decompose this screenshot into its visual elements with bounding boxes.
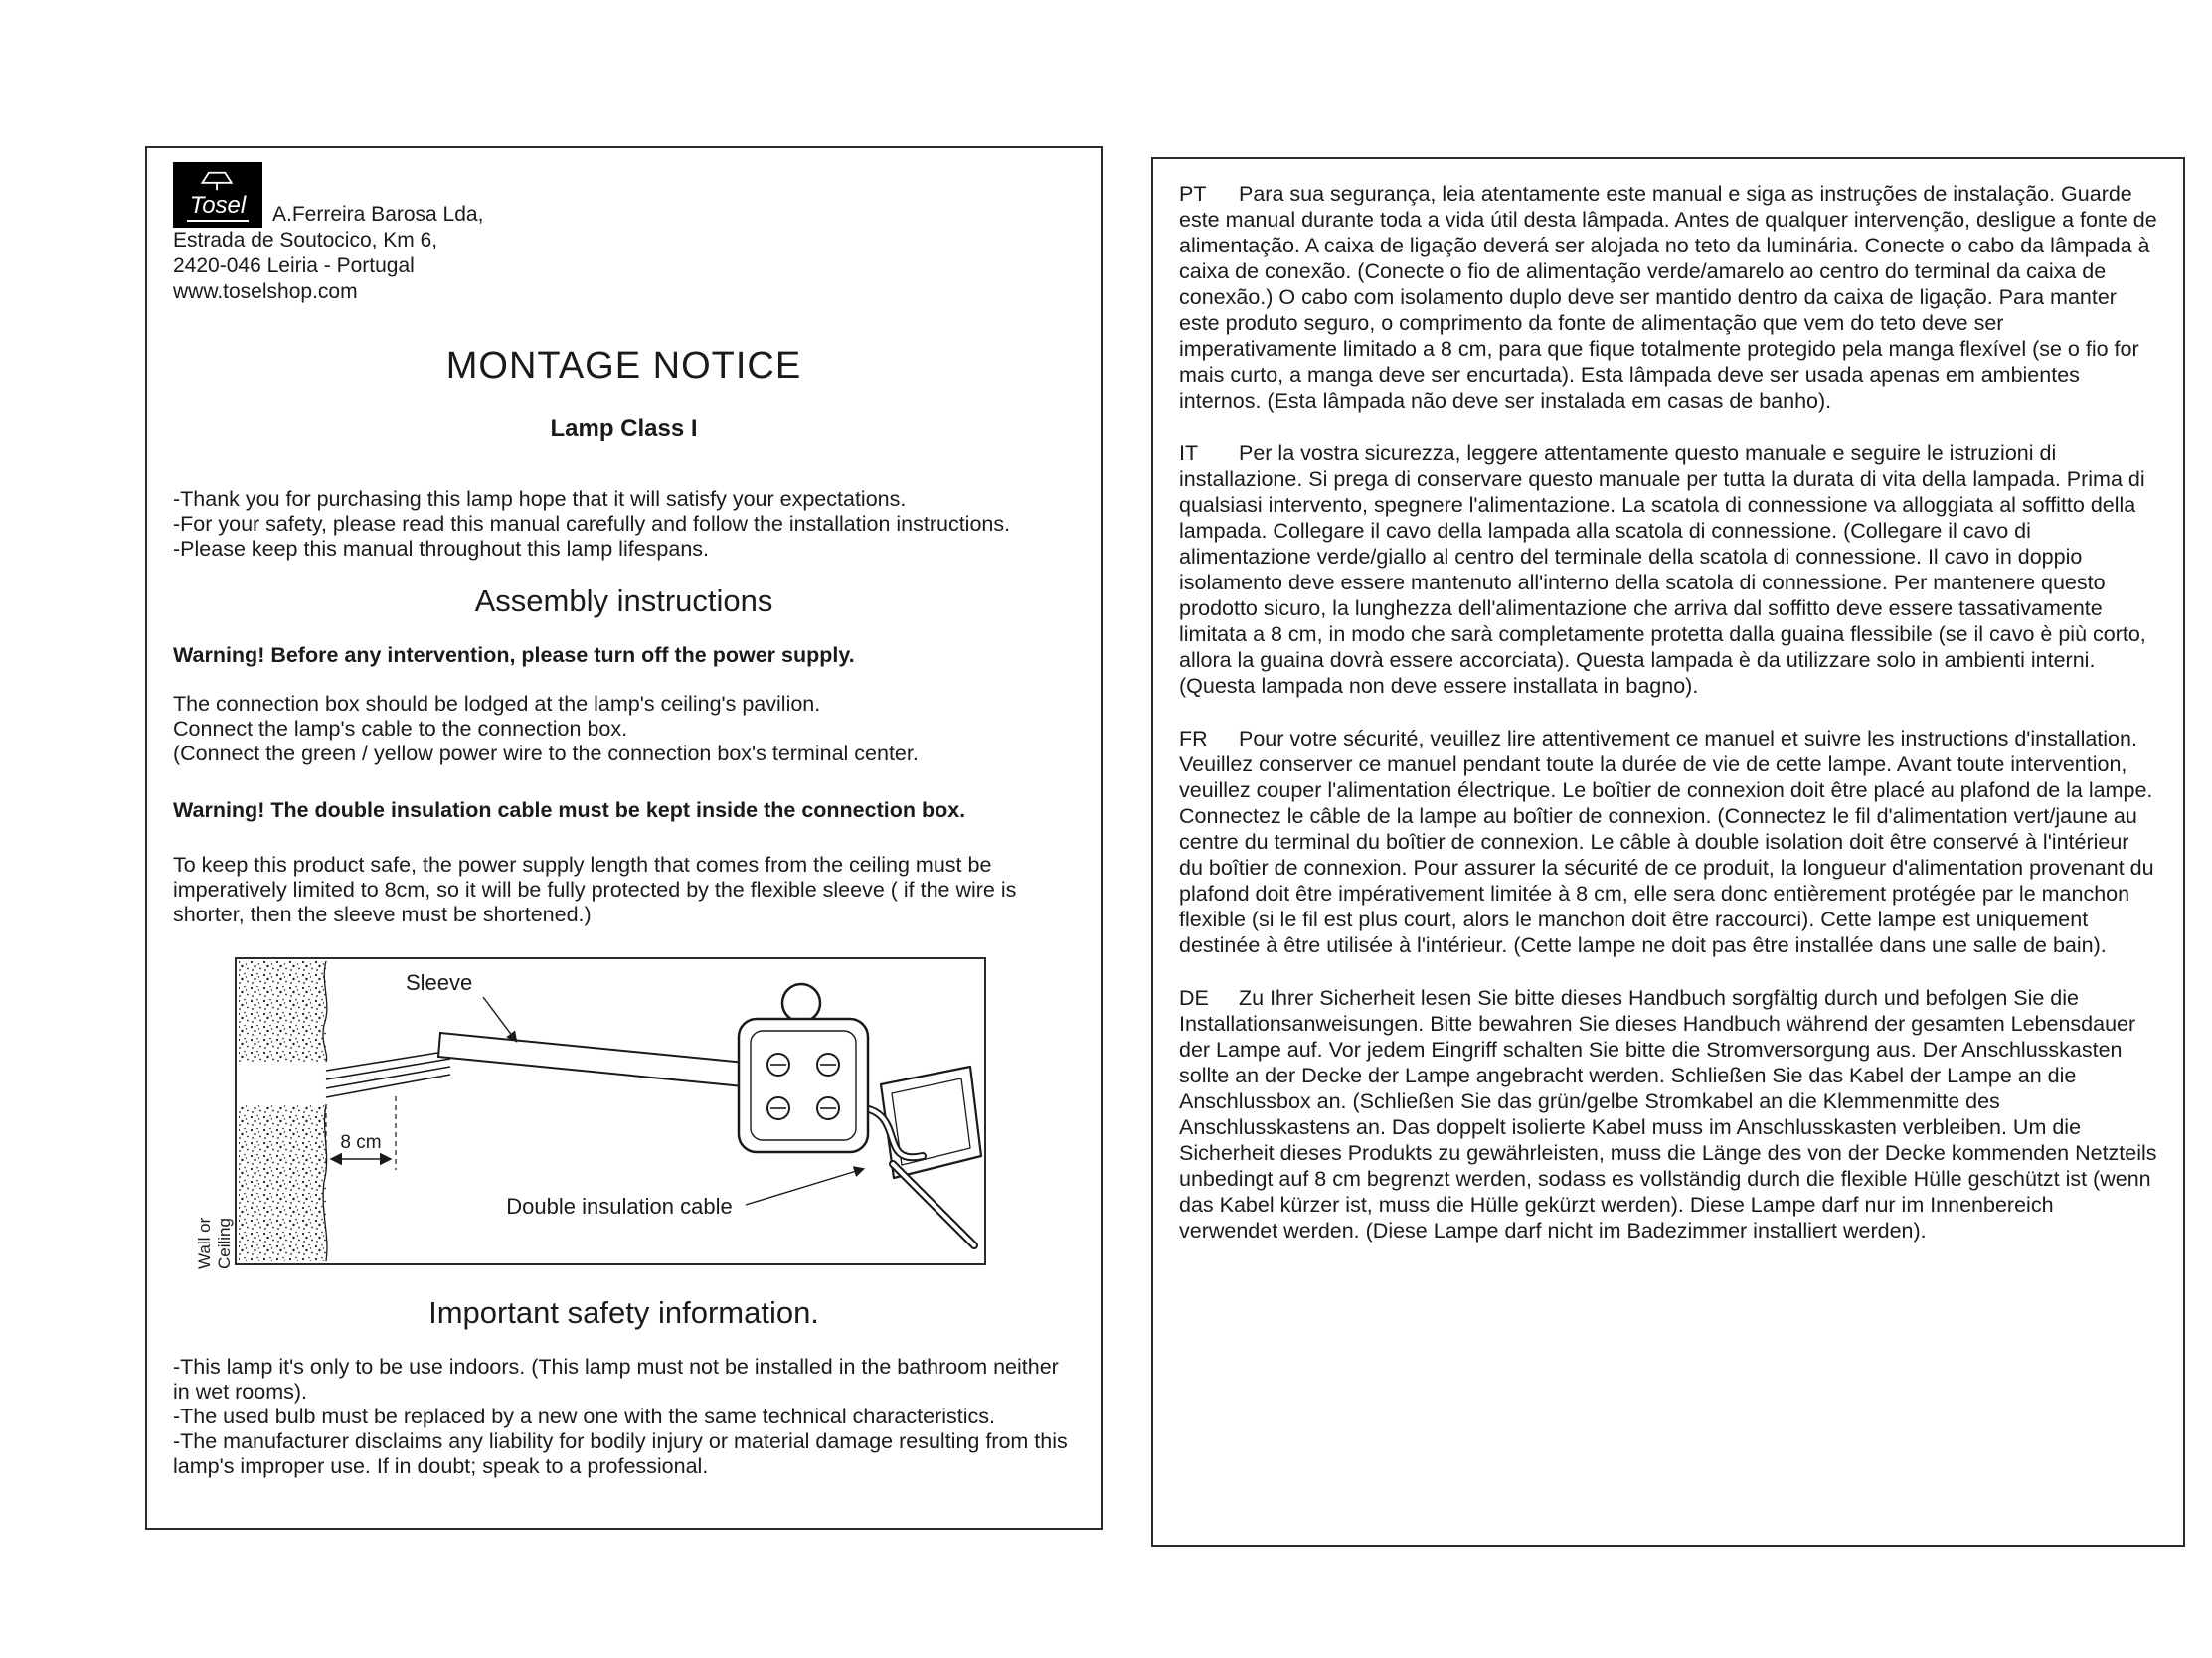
tosel-logo (173, 162, 262, 228)
lang-code-it: IT (1179, 441, 1199, 465)
junction-box (881, 1067, 981, 1178)
lang-code-fr: FR (1179, 727, 1208, 750)
address-line-1: Estrada de Soutocico, Km 6, (173, 229, 438, 251)
supply-wires (326, 1051, 450, 1097)
lang-section-de (1179, 985, 2157, 1244)
sleeve-tube (438, 1033, 746, 1086)
dimension-8cm (326, 1096, 396, 1170)
assembly-diagram (187, 957, 1075, 1269)
connection-line: (Connect the green / yellow power wire to the connection box's terminal center. (173, 742, 919, 765)
lang-text-fr: Pour votre sécurité, veuillez lire attentivement ce manuel et suivre les instructions d'installation. Veuillez conserver ce manuel pendant toute la durée de vie de cette lampe. Avant toute intervention, veuillez couper l'alimentation électrique. Le boîtier de connexion doit être placé au plafond de la lampe. Connectez le câble de la lampe au boîtier de connexion. (Connectez le fil d'alimentation vert/jaune au centre du terminal du boîtier de connexion. Le câble à double isolation doit être conservé à l'intérieur du boîtier de connexion. Pour assurer la sécurité de ce produit, la longueur d'alimentation provenant du plafond doit être impérativement limitée à 8 cm, elle sera donc entièrement protégée par le manchon flexible (si le fil est plus court, alors le manchon doit être raccourci). Cette lampe est uniquement destinée à être utilisée à l'intérieur. (Cette lampe ne doit pas être installée dans une salle de bain). (1179, 727, 2154, 957)
sleeve-label: Sleeve (406, 970, 473, 995)
important-line: -This lamp it's only to be use indoors. (This lamp must not be installed in the bathroom neither in wet rooms). (173, 1355, 1059, 1404)
lang-text-it: Per la vostra sicurezza, leggere attentamente questo manuale e seguire le istruzioni di installazione. Si prega di conservare questo manuale per tutta la durata di vita della lampada. Prima di qualsiasi intervento, spegnere l'alimentazione. La scatola di connessione va alloggiata al soffitto della lampada. Collegare il cavo della lampada alla scatola di connessione. (Collegare il cavo di alimentazione verde/giallo al centro del terminale della scatola di connessione. Il cavo in doppio isolamento deve essere mantenuto all'interno della scatola di connessione. Per mantenere questo prodotto sicuro, la lunghezza dell'alimentazione che arriva dal soffitto deve essere tassativamente limitata a 8 cm, in modo che sarà completamente protetta dalla guaina flessibile (se il cavo è più corto, allora la guaina dovrà essere accorciata). Questa lampada è da utilizzare solo in ambienti interni. (Questa lampada non deve essere installata in bagno). (1179, 441, 2146, 698)
doc-subtitle: Lamp Class I (550, 415, 698, 442)
manual-page-translations (1151, 157, 2185, 1547)
connection-paragraph (173, 692, 1075, 766)
connection-line: Connect the lamp's cable to the connection box. (173, 717, 628, 741)
intro-line: -Please keep this manual throughout this lamp lifespans. (173, 537, 710, 561)
lang-code-de: DE (1179, 986, 1209, 1010)
intro-paragraph (173, 487, 1075, 562)
wall-ceiling-label: Wall or Ceiling (195, 1217, 234, 1269)
lang-section-fr (1179, 726, 2157, 958)
company-header (173, 162, 1075, 305)
connection-box (739, 984, 868, 1152)
warning-double-insulation: Warning! The double insulation cable must be kept inside the connection box. (173, 798, 966, 822)
company-name: A.Ferreira Barosa Lda, (272, 203, 484, 226)
diagram-drawing (237, 959, 984, 1263)
safety-paragraph: To keep this product safe, the power supply length that comes from the ceiling must be imperatively limited to 8cm, so it will be fully protected by the flexible sleeve ( if the wire is shorter, then the sleeve must be shortened.) (173, 853, 1017, 926)
warning-power-supply: Warning! Before any intervention, please turn off the power supply. (173, 643, 855, 667)
intro-line: -Thank you for purchasing this lamp hope that it will satisfy your expectations. (173, 487, 907, 511)
wall-texture (239, 961, 327, 1261)
important-line: -The manufacturer disclaims any liability for bodily injury or material damage resulting from this lamp's improper use. If in doubt; speak to a professional. (173, 1429, 1068, 1478)
cable-label: Double insulation cable (506, 1194, 733, 1219)
dimension-label: 8 cm (340, 1132, 382, 1153)
website-url: www.toselshop.com (173, 280, 358, 303)
logo-lamp-icon (197, 170, 239, 192)
assembly-title: Assembly instructions (474, 583, 773, 618)
connection-line: The connection box should be lodged at the lamp's ceiling's pavilion. (173, 692, 821, 716)
diagram-frame (235, 957, 986, 1265)
logo-wordmark: Tosel (187, 192, 249, 222)
lang-code-pt: PT (1179, 182, 1207, 206)
lang-section-it (1179, 440, 2157, 699)
important-paragraph (173, 1355, 1075, 1479)
intro-line: -For your safety, please read this manual carefully and follow the installation instructions. (173, 512, 1011, 536)
sleeve-pointer-line (483, 997, 516, 1041)
cable-pointer-line (746, 1169, 863, 1205)
important-title: Important safety information. (428, 1295, 819, 1330)
important-line: -The used bulb must be replaced by a new one with the same technical characteristics. (173, 1405, 995, 1428)
address-line-2: 2420-046 Leiria - Portugal (173, 254, 415, 277)
lang-text-pt: Para sua segurança, leia atentamente este manual e siga as instruções de instalação. Guarde este manual durante toda a vida útil desta lâmpada. Antes de qualquer intervenção, desligue a fonte de alimentação. A caixa de ligação deverá ser alojada no teto da luminária. Conecte o cabo da lâmpada à caixa de conexão. (Conecte o fio de alimentação verde/amarelo ao centro do terminal da caixa de conexão.) O cabo com isolamento duplo deve ser mantido dentro da caixa de ligação. Para manter este produto seguro, o comprimento da fonte de alimentação que vem do teto deve ser imperativamente limitado a 8 cm, para que fique totalmente protegido pela manga flexível (se o fio for mais curto, a manga deve ser encurtada). Esta lâmpada deve ser usada apenas em ambientes internos. (Esta lâmpada não deve ser instalada em casas de banho). (1179, 182, 2157, 413)
doc-title: MONTAGE NOTICE (445, 345, 802, 387)
manual-page-english (145, 146, 1103, 1530)
lang-text-de: Zu Ihrer Sicherheit lesen Sie bitte dieses Handbuch sorgfältig durch und befolgen Sie die Installationsanweisungen. Bitte bewahren Sie dieses Handbuch während der gesamten Lebensdauer der Lampe auf. Vor jedem Eingriff schalten Sie bitte die Stromversorgung aus. Der Anschlusskasten sollte an der Decke der Lampe angebracht werden. Schließen Sie das Kabel der Lampe an die Anschlussbox an. (Schließen Sie das grün/gelbe Stromkabel an die Klemmenmitte des Anschlusskastens an. Das doppelt isolierte Kabel muss im Anschlusskasten verbleiben. Um die Sicherheit dieses Produkts zu gewährleisten, muss die Länge des von der Decke kommenden Netzteils unbedingt auf 8 cm begrenzt werden, sodass es vollständig durch die flexible Hülle geschützt ist (wenn das Kabel kürzer ist, muss die Hülle gekürzt werden). Diese Lampe darf nur im Innenbereich verwendet werden. (Diese Lampe darf nicht im Badezimmer installiert werden). (1179, 986, 2157, 1243)
lang-section-pt (1179, 181, 2157, 414)
